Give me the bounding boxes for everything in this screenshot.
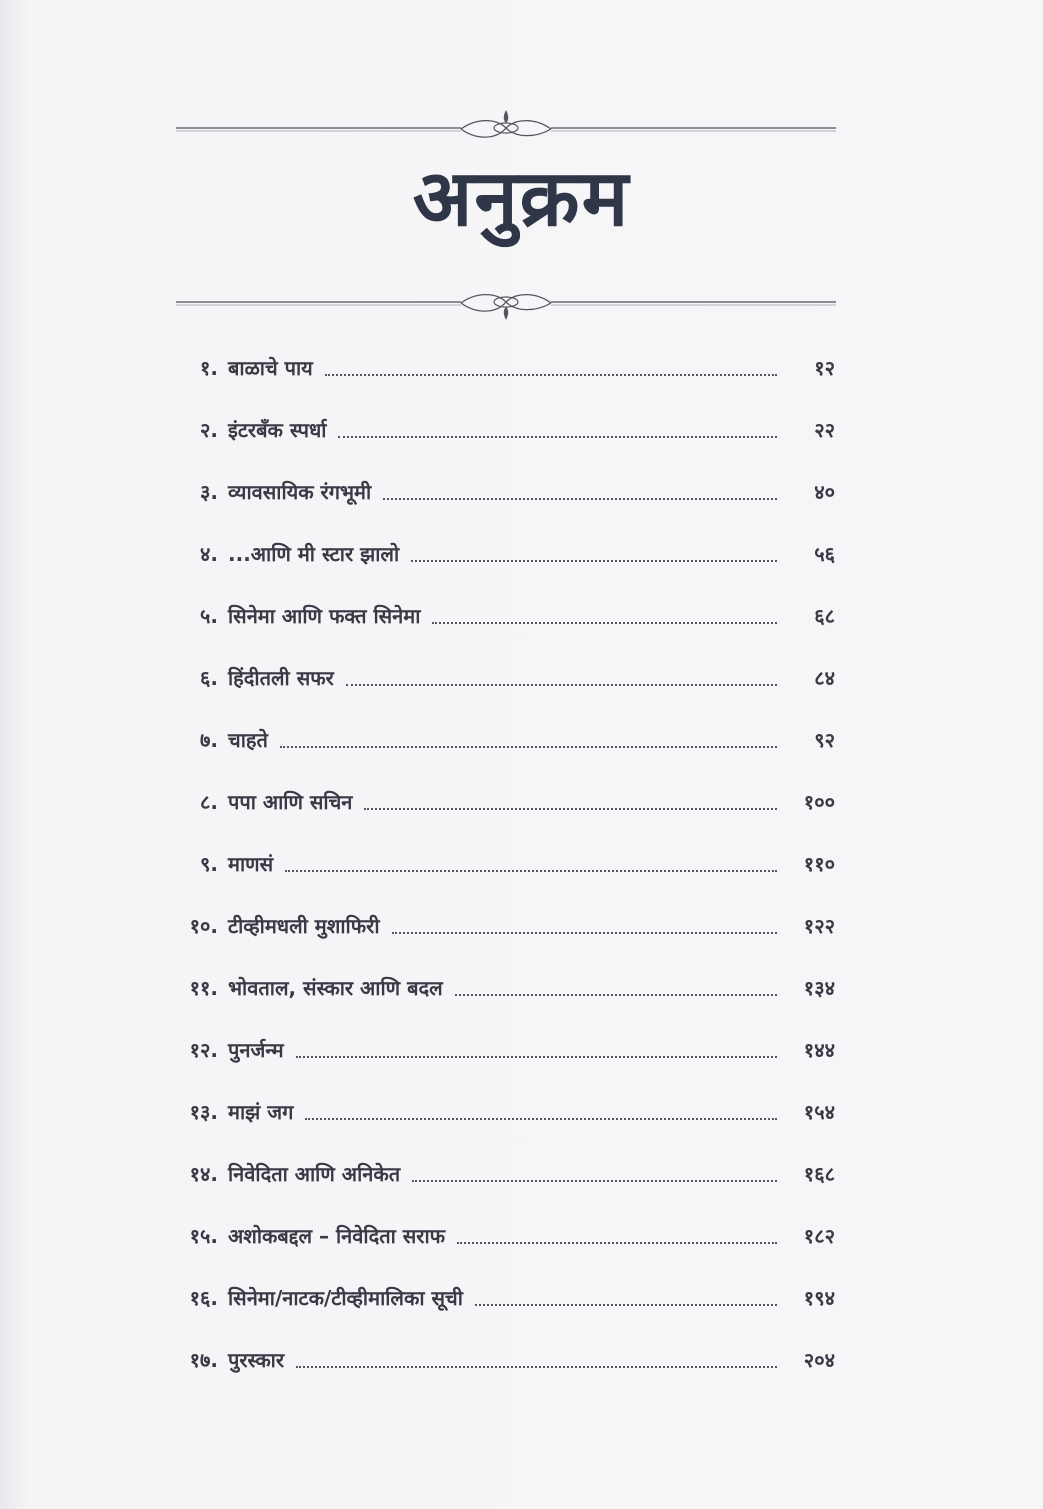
toc-entry-title: पपा आणि सचिन <box>228 790 353 814</box>
toc-dot-leader <box>475 1280 777 1306</box>
toc-entry-title: टीव्हीमधली मुशाफिरी <box>228 914 380 938</box>
toc-entry-number: ३. <box>200 480 218 504</box>
toc-entry-title: निवेदिता आणि अनिकेत <box>228 1162 401 1186</box>
toc-entry-number: ९. <box>200 852 218 876</box>
toc-entry-page: २२ <box>814 418 835 442</box>
toc-entry-4[interactable] <box>170 536 835 598</box>
toc-entry-number: १४. <box>189 1162 218 1186</box>
toc-entry-number: १७. <box>189 1348 218 1372</box>
toc-entry-page: १२२ <box>803 914 835 938</box>
toc-entry-title: अशोकबद्दल – निवेदिता सराफ <box>228 1224 446 1248</box>
toc-entry-1[interactable] <box>170 350 835 412</box>
toc-entry-17[interactable] <box>170 1342 835 1404</box>
toc-entry-number: ८. <box>200 790 218 814</box>
toc-entry-12[interactable] <box>170 1032 835 1094</box>
toc-entry-title: सिनेमा/नाटक/टीव्हीमालिका सूची <box>228 1286 463 1310</box>
page-title: अनुक्रम <box>412 153 631 244</box>
toc-entry-7[interactable] <box>170 722 835 784</box>
toc-entry-page: १५४ <box>803 1100 835 1124</box>
toc-entry-title: माणसं <box>228 852 274 876</box>
toc-entry-5[interactable] <box>170 598 835 660</box>
top-ornament-divider <box>176 108 836 148</box>
toc-dot-leader <box>305 1094 777 1120</box>
toc-entry-number: ६. <box>200 666 218 690</box>
toc-entry-title: बाळाचे पाय <box>228 356 313 380</box>
table-of-contents <box>170 350 835 1404</box>
toc-entry-title: व्यावसायिक रंगभूमी <box>228 480 372 504</box>
toc-entry-number: १५. <box>189 1224 218 1248</box>
toc-entry-page: १०० <box>803 790 835 814</box>
toc-entry-16[interactable] <box>170 1280 835 1342</box>
toc-entry-title: सिनेमा आणि फक्त सिनेमा <box>228 604 421 628</box>
toc-entry-page: १९४ <box>803 1286 835 1310</box>
bottom-ornament-divider <box>176 282 836 322</box>
toc-dot-leader <box>280 722 777 748</box>
toc-dot-leader <box>296 1342 777 1368</box>
toc-dot-leader <box>383 474 777 500</box>
toc-dot-leader <box>455 970 777 996</box>
toc-entry-number: १२. <box>189 1038 218 1062</box>
toc-entry-number: १६. <box>189 1286 218 1310</box>
toc-entry-number: ७. <box>200 728 218 752</box>
toc-entry-page: ६८ <box>814 604 835 628</box>
toc-entry-number: ११. <box>189 976 218 1000</box>
toc-entry-title: इंटरबँक स्पर्धा <box>228 418 327 442</box>
toc-entry-page: ८४ <box>814 666 835 690</box>
toc-entry-page: ५६ <box>814 542 835 566</box>
toc-entry-title: पुरस्कार <box>228 1348 285 1372</box>
toc-dot-leader <box>346 660 777 686</box>
toc-entry-page: १४४ <box>803 1038 835 1062</box>
toc-dot-leader <box>411 536 777 562</box>
toc-dot-leader <box>296 1032 777 1058</box>
toc-entry-3[interactable] <box>170 474 835 536</box>
toc-dot-leader <box>285 846 777 872</box>
toc-entry-title: माझं जग <box>228 1100 294 1124</box>
toc-entry-15[interactable] <box>170 1218 835 1280</box>
toc-entry-page: १६८ <box>803 1162 835 1186</box>
toc-dot-leader <box>325 350 777 376</box>
toc-entry-title: चाहते <box>228 728 268 752</box>
toc-entry-title: पुनर्जन्म <box>228 1038 284 1062</box>
toc-entry-page: २०४ <box>803 1348 835 1372</box>
toc-entry-page: ९२ <box>814 728 835 752</box>
toc-dot-leader <box>432 598 777 624</box>
toc-entry-13[interactable] <box>170 1094 835 1156</box>
toc-entry-number: ५. <box>200 604 218 628</box>
toc-entry-number: ४. <box>200 542 218 566</box>
toc-entry-14[interactable] <box>170 1156 835 1218</box>
toc-dot-leader <box>392 908 777 934</box>
toc-dot-leader <box>457 1218 777 1244</box>
toc-entry-page: १२ <box>814 356 835 380</box>
toc-entry-2[interactable] <box>170 412 835 474</box>
toc-entry-page: १३४ <box>803 976 835 1000</box>
toc-dot-leader <box>338 412 777 438</box>
toc-entry-11[interactable] <box>170 970 835 1032</box>
toc-entry-9[interactable] <box>170 846 835 908</box>
toc-entry-page: ११० <box>803 852 835 876</box>
toc-entry-title: ...आणि मी स्टार झालो <box>228 542 400 566</box>
toc-entry-8[interactable] <box>170 784 835 846</box>
toc-entry-title: हिंदीतली सफर <box>228 666 334 690</box>
toc-dot-leader <box>364 784 777 810</box>
toc-entry-number: २. <box>200 418 218 442</box>
toc-entry-page: १८२ <box>803 1224 835 1248</box>
toc-entry-number: १३. <box>189 1100 218 1124</box>
toc-entry-number: १०. <box>189 914 218 938</box>
toc-entry-6[interactable] <box>170 660 835 722</box>
toc-entry-page: ४० <box>814 480 835 504</box>
toc-dot-leader <box>412 1156 777 1182</box>
toc-entry-number: १. <box>200 356 218 380</box>
toc-entry-10[interactable] <box>170 908 835 970</box>
toc-entry-title: भोवताल, संस्कार आणि बदल <box>228 976 443 1000</box>
